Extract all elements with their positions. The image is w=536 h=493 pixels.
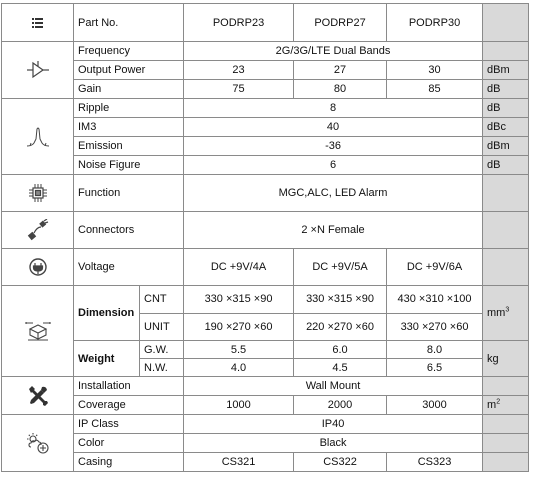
- weight-label: Weight: [74, 341, 140, 377]
- amplifier-icon: [27, 61, 49, 79]
- voltage-unit: [483, 249, 529, 286]
- coverage-unit: [483, 396, 529, 415]
- dimension-unit-sup: 3: [505, 306, 510, 314]
- amplifier-icon-cell: [2, 42, 74, 99]
- installation-label: Installation: [74, 377, 184, 396]
- im3-value: 40: [184, 118, 483, 137]
- color-unit: [483, 434, 529, 453]
- ip-class-label: IP Class: [74, 415, 184, 434]
- connector-cable-icon: [27, 219, 49, 241]
- weight-gw-3: 8.0: [387, 341, 483, 359]
- frequency-label: Frequency: [74, 42, 184, 61]
- model-3: PODRP30: [387, 4, 483, 42]
- connectors-unit: [483, 212, 529, 249]
- emission-unit: dBm: [483, 137, 529, 156]
- im3-label: IM3: [74, 118, 184, 137]
- casing-3: CS323: [387, 453, 483, 472]
- dimension-cnt-2: 330 ×315 ×90: [294, 286, 387, 314]
- gain-row: [2, 80, 529, 99]
- weather-icon: [26, 432, 50, 454]
- weight-nw-2: 4.5: [294, 359, 387, 377]
- unit-header-cell: [483, 4, 529, 42]
- casing-row: [2, 453, 529, 472]
- dimension-unit-3: 330 ×270 ×60: [387, 313, 483, 341]
- weight-unit: kg: [483, 341, 529, 377]
- tools-icon: [27, 385, 49, 407]
- tools-icon-cell: [2, 377, 74, 415]
- weather-icon-cell: [2, 415, 74, 472]
- gain-1: 75: [184, 80, 294, 99]
- ip-class-row: [2, 415, 529, 434]
- ripple-unit: dB: [483, 99, 529, 118]
- noise-figure-label: Noise Figure: [74, 156, 184, 175]
- frequency-row: [2, 42, 529, 61]
- dimension-box-icon: [25, 321, 51, 341]
- dimension-unit: [483, 286, 529, 341]
- gw-label: G.W.: [140, 341, 184, 359]
- list-icon-cell: [2, 4, 74, 42]
- dimension-cnt-1: 330 ×315 ×90: [184, 286, 294, 314]
- voltage-1: DC +9V/4A: [184, 249, 294, 286]
- coverage-label: Coverage: [74, 396, 184, 415]
- installation-row: [2, 377, 529, 396]
- spec-table: [1, 3, 529, 472]
- connectors-row: [2, 212, 529, 249]
- gain-3: 85: [387, 80, 483, 99]
- chip-icon-cell: [2, 175, 74, 212]
- header-row: [2, 4, 529, 42]
- connectors-value: 2 ×N Female: [184, 212, 483, 249]
- dimension-cnt-row: [2, 286, 529, 314]
- coverage-row: [2, 396, 529, 415]
- power-plug-icon: [28, 257, 48, 277]
- dimension-unit-1: 190 ×270 ×60: [184, 313, 294, 341]
- dimension-box-icon-cell: [2, 286, 74, 377]
- voltage-3: DC +9V/6A: [387, 249, 483, 286]
- noise-figure-value: 6: [184, 156, 483, 175]
- weight-gw-row: [2, 341, 529, 359]
- list-icon: [32, 17, 44, 29]
- casing-unit: [483, 453, 529, 472]
- voltage-row: [2, 249, 529, 286]
- im3-row: [2, 118, 529, 137]
- output-power-row: [2, 61, 529, 80]
- connectors-label: Connectors: [74, 212, 184, 249]
- color-row: [2, 434, 529, 453]
- dimension-cnt-3: 430 ×310 ×100: [387, 286, 483, 314]
- function-row: [2, 175, 529, 212]
- nw-label: N.W.: [140, 359, 184, 377]
- casing-2: CS322: [294, 453, 387, 472]
- cnt-label: CNT: [140, 286, 184, 314]
- weight-nw-1: 4.0: [184, 359, 294, 377]
- spectrum-icon-cell: [2, 99, 74, 175]
- ip-class-unit: [483, 415, 529, 434]
- function-label: Function: [74, 175, 184, 212]
- ripple-value: 8: [184, 99, 483, 118]
- power-plug-icon-cell: [2, 249, 74, 286]
- output-power-1: 23: [184, 61, 294, 80]
- installation-unit: [483, 377, 529, 396]
- output-power-2: 27: [294, 61, 387, 80]
- unit-label: UNIT: [140, 313, 184, 341]
- model-1: PODRP23: [184, 4, 294, 42]
- chip-icon: [29, 184, 47, 202]
- output-power-unit: dBm: [483, 61, 529, 80]
- ip-class-value: IP40: [184, 415, 483, 434]
- frequency-value: 2G/3G/LTE Dual Bands: [184, 42, 483, 61]
- function-unit: [483, 175, 529, 212]
- coverage-3: 3000: [387, 396, 483, 415]
- dimension-unit-2: 220 ×270 ×60: [294, 313, 387, 341]
- emission-value: -36: [184, 137, 483, 156]
- output-power-3: 30: [387, 61, 483, 80]
- voltage-2: DC +9V/5A: [294, 249, 387, 286]
- connector-cable-icon-cell: [2, 212, 74, 249]
- im3-unit: dBc: [483, 118, 529, 137]
- weight-gw-2: 6.0: [294, 341, 387, 359]
- coverage-unit-sup: 2: [496, 398, 501, 406]
- ripple-label: Ripple: [74, 99, 184, 118]
- emission-label: Emission: [74, 137, 184, 156]
- noise-figure-unit: dB: [483, 156, 529, 175]
- dimension-unit-text: mm: [487, 307, 506, 319]
- weight-nw-3: 6.5: [387, 359, 483, 377]
- coverage-unit-text: m: [487, 399, 497, 411]
- function-value: MGC,ALC, LED Alarm: [184, 175, 483, 212]
- weight-gw-1: 5.5: [184, 341, 294, 359]
- gain-label: Gain: [74, 80, 184, 99]
- model-2: PODRP27: [294, 4, 387, 42]
- gain-unit: dB: [483, 80, 529, 99]
- casing-1: CS321: [184, 453, 294, 472]
- output-power-label: Output Power: [74, 61, 184, 80]
- emission-row: [2, 137, 529, 156]
- noise-figure-row: [2, 156, 529, 175]
- voltage-label: Voltage: [74, 249, 184, 286]
- frequency-unit: [483, 42, 529, 61]
- dimension-label: Dimension: [74, 286, 140, 341]
- part-no-label: Part No.: [74, 4, 184, 42]
- gain-2: 80: [294, 80, 387, 99]
- coverage-2: 2000: [294, 396, 387, 415]
- coverage-1: 1000: [184, 396, 294, 415]
- color-value: Black: [184, 434, 483, 453]
- color-label: Color: [74, 434, 184, 453]
- casing-label: Casing: [74, 453, 184, 472]
- installation-value: Wall Mount: [184, 377, 483, 396]
- spectrum-icon: [26, 127, 50, 147]
- ripple-row: [2, 99, 529, 118]
